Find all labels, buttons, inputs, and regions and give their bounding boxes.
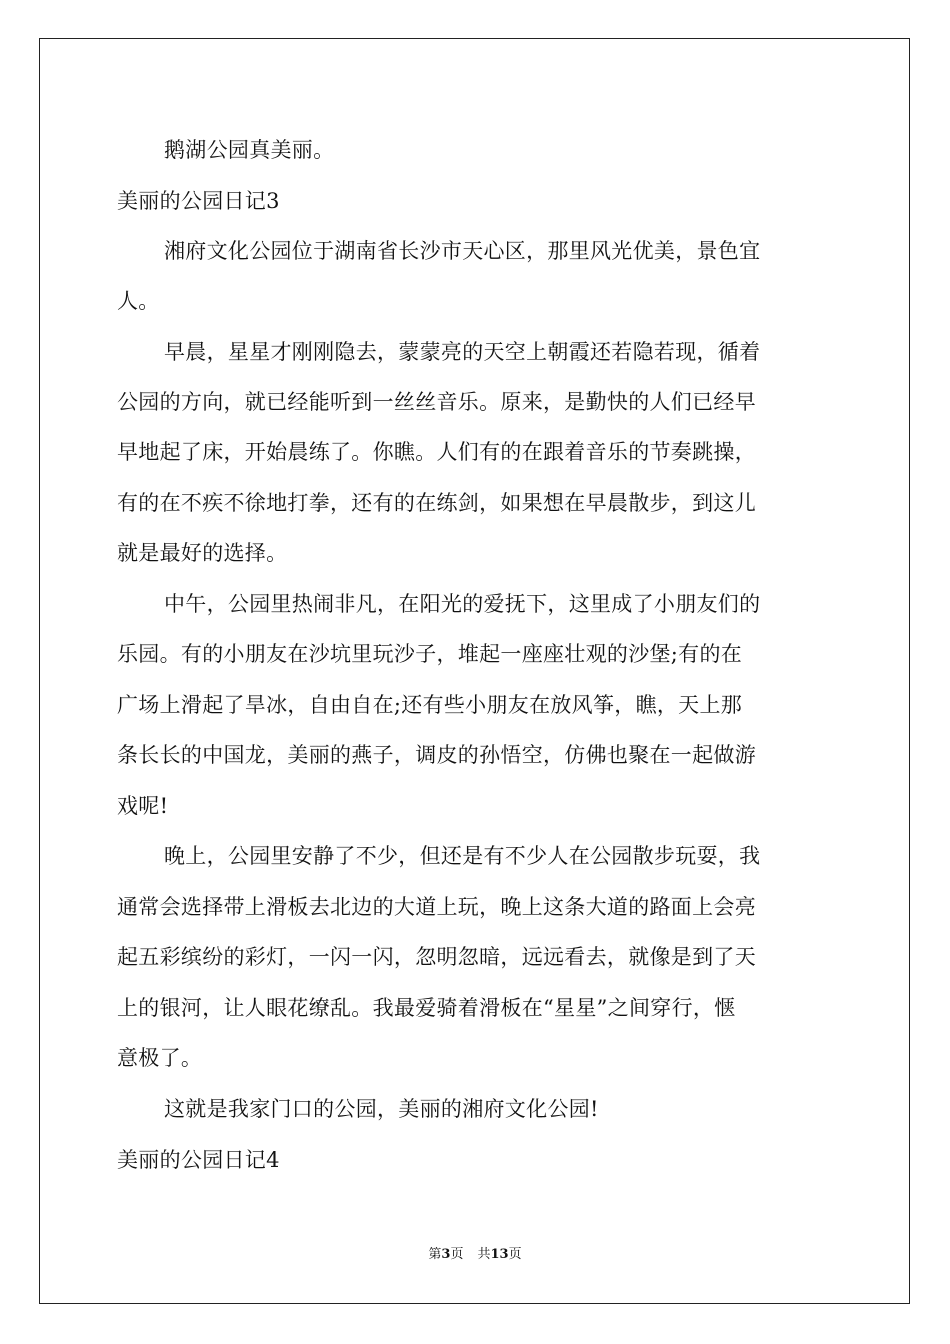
paragraph-line: 湘府文化公园位于湖南省长沙市天心区，那里风光优美，景色宜 bbox=[164, 239, 761, 263]
paragraph-line: 鹅湖公园真美丽。 bbox=[164, 138, 335, 162]
paragraph-line: 早地起了床，开始晨练了。你瞧。人们有的在跟着音乐的节奏跳操， bbox=[117, 440, 756, 464]
paragraph-line: 通常会选择带上滑板去北边的大道上玩，晚上这条大道的路面上会亮 bbox=[117, 895, 756, 919]
paragraph-line: 就是最好的选择。 bbox=[117, 541, 288, 565]
paragraph-line: 中午，公园里热闹非凡，在阳光的爱抚下，这里成了小朋友们的 bbox=[164, 592, 761, 616]
paragraph-line: 这就是我家门口的公园，美丽的湘府文化公园! bbox=[164, 1097, 599, 1121]
page-footer bbox=[0, 1246, 950, 1264]
footer-page-current: 3 bbox=[441, 1247, 451, 1262]
paragraph-line: 有的在不疾不徐地打拳，还有的在练剑，如果想在早晨散步，到这儿 bbox=[117, 491, 756, 515]
paragraph-line: 早晨，星星才刚刚隐去，蒙蒙亮的天空上朝霞还若隐若现，循着 bbox=[164, 340, 761, 364]
paragraph-line: 条长长的中国龙，美丽的燕子，调皮的孙悟空，仿佛也聚在一起做游 bbox=[117, 743, 756, 767]
paragraph-line: 起五彩缤纷的彩灯，一闪一闪，忽明忽暗，远远看去，就像是到了天 bbox=[117, 945, 756, 969]
section-heading: 美丽的公园日记4 bbox=[117, 1148, 280, 1172]
section-heading: 美丽的公园日记3 bbox=[117, 189, 280, 213]
paragraph-line: 戏呢! bbox=[117, 794, 169, 818]
footer-page-suffix: 页 bbox=[450, 1247, 464, 1262]
footer-page-prefix: 第 bbox=[428, 1247, 442, 1262]
footer-total-suffix: 页 bbox=[508, 1247, 522, 1262]
paragraph-line: 广场上滑起了旱冰，自由自在;还有些小朋友在放风筝，瞧，天上那 bbox=[117, 693, 743, 717]
paragraph-line: 上的银河，让人眼花缭乱。我最爱骑着滑板在“星星”之间穿行，惬 bbox=[117, 996, 736, 1020]
paragraph-line: 人。 bbox=[117, 289, 160, 313]
paragraph-line: 晚上，公园里安静了不少，但还是有不少人在公园散步玩耍，我 bbox=[164, 844, 761, 868]
footer-total-prefix: 共 bbox=[477, 1247, 491, 1262]
footer-page-total: 13 bbox=[490, 1247, 509, 1262]
paragraph-line: 乐园。有的小朋友在沙坑里玩沙子，堆起一座座壮观的沙堡;有的在 bbox=[117, 642, 743, 666]
paragraph-line: 公园的方向，就已经能听到一丝丝音乐。原来，是勤快的人们已经早 bbox=[117, 390, 756, 414]
paragraph-line: 意极了。 bbox=[117, 1046, 203, 1070]
